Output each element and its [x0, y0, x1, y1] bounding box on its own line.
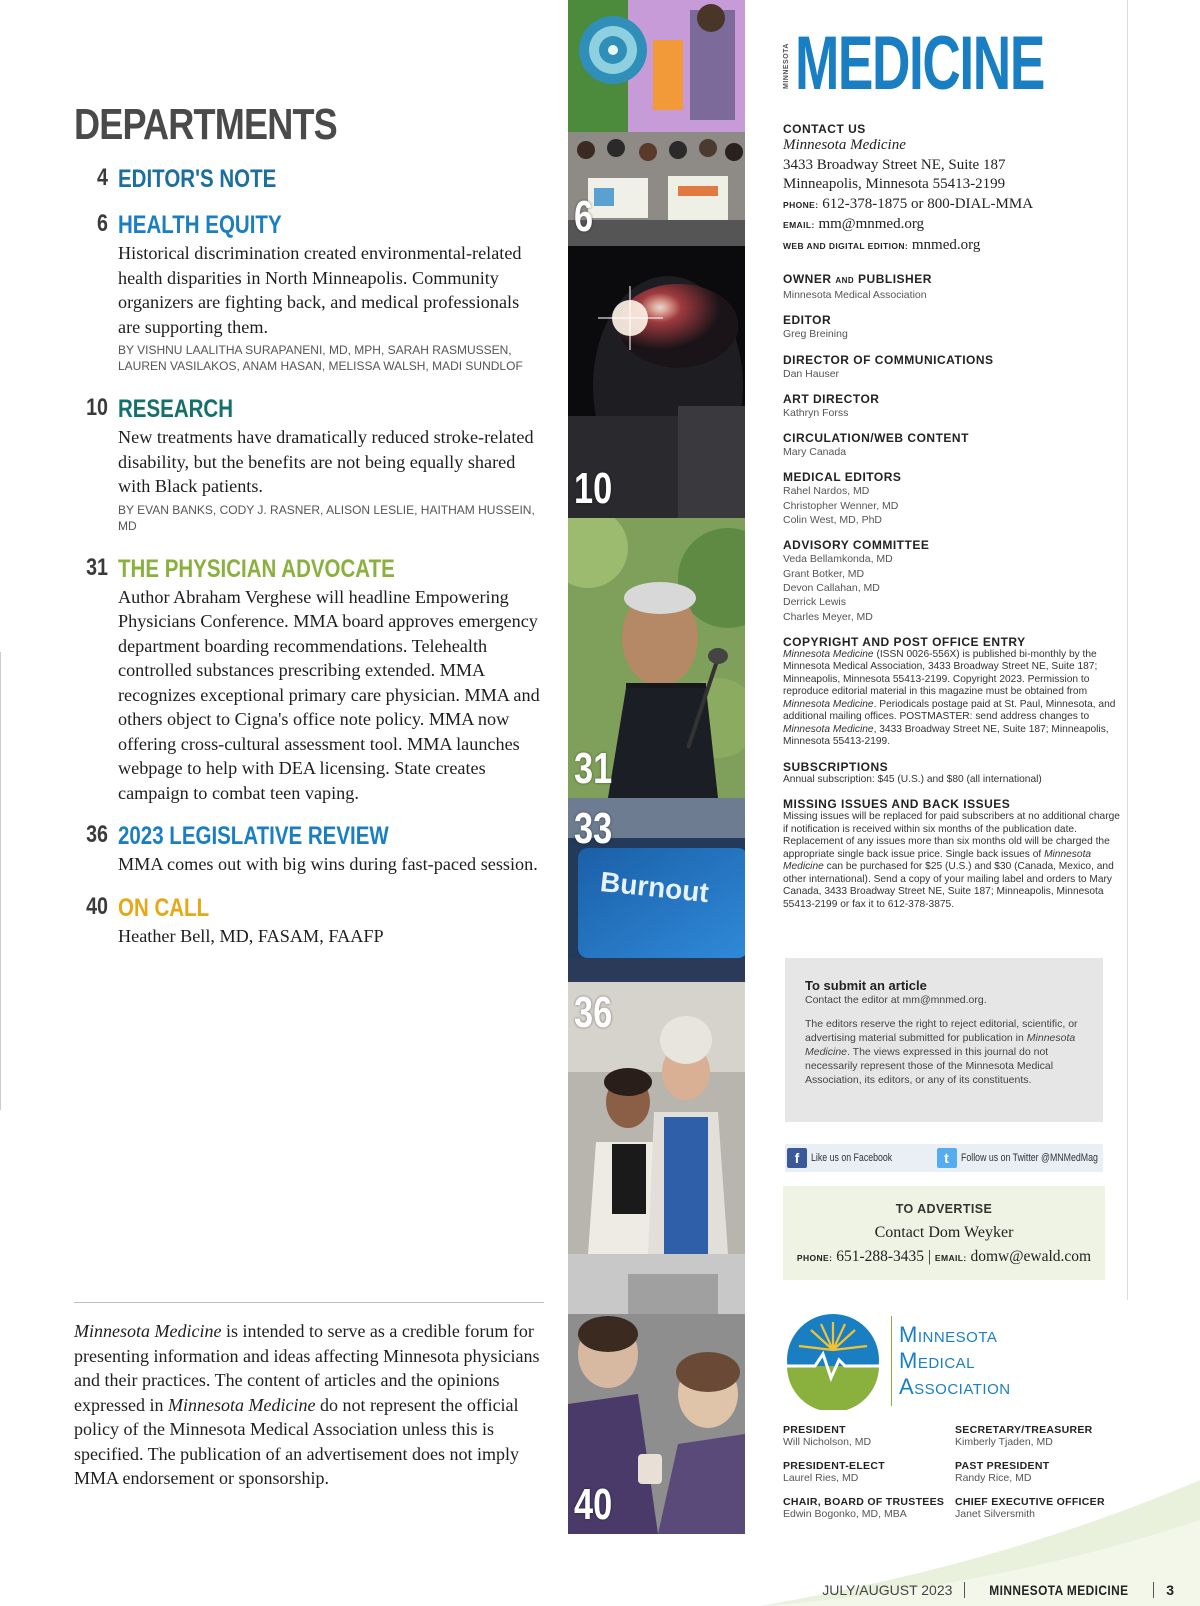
- departments-heading: DEPARTMENTS: [74, 100, 337, 149]
- dept-entry-research[interactable]: [74, 394, 544, 534]
- contact-name: [783, 136, 1125, 156]
- photo-page-number: 33: [574, 804, 613, 853]
- footer-separator: [964, 1582, 965, 1598]
- mma-word-1: Minnesota: [899, 1322, 998, 1347]
- advertise-phone[interactable]: 651-288-3435: [836, 1248, 925, 1265]
- officer-president: PRESIDENT Will Nicholson, MD: [783, 1424, 872, 1448]
- twitter-link[interactable]: [937, 1148, 1132, 1168]
- email-label: EMAIL:: [783, 220, 815, 230]
- phone-label: PHONE:: [796, 1253, 833, 1263]
- director-heading: DIRECTOR OF COMMUNICATIONS: [783, 352, 994, 367]
- contact-address-1: 3433 Broadway Street NE, Suite 187: [783, 156, 1006, 173]
- logo-title: MEDICINE: [795, 21, 1044, 106]
- contact-heading: CONTACT US: [783, 122, 866, 136]
- phone-label: PHONE:: [783, 199, 819, 210]
- email-link[interactable]: mm@mnmed.org: [818, 216, 925, 232]
- mma-wordmark: [899, 1322, 1011, 1400]
- circulation-value: Mary Canada: [783, 446, 847, 459]
- editorial-disclaimer: [74, 1302, 544, 1491]
- owner-heading: OWNER AND PUBLISHER: [783, 272, 932, 286]
- dept-page-number: 4: [97, 164, 108, 191]
- dept-description: MMA comes out with big wins during fast-paced session.: [118, 854, 538, 874]
- medical-editor: Rahel Nardos, MD: [783, 485, 870, 498]
- copyright-text: Minnesota Medicine (ISSN 0026-556X) is published bi-monthly by the Minnesota Medical Association, 3433 Broadway Street NE, Suite 187; Minneapolis, Minnesota 55413-2199. Copyright 2023. Permission to reproduce editorial material in this magazine must be obtained from Minnesota Medicine. Periodicals postage paid at St. Paul, Minnesota, and additional mailing offices. POSTMASTER: send address changes to Minnesota Medicine, 3433 Broadway Street NE, Suite 187; Minneapolis, Minnesota 55413-2199.: [783, 648, 1116, 748]
- dept-byline: BY EVAN BANKS, CODY J. RASNER, ALISON LESLIE, HAITHAM HUSSEIN, MD: [118, 502, 535, 533]
- footer-issue: JULY/AUGUST 2023: [822, 1582, 953, 1598]
- editor-heading: EDITOR: [783, 313, 832, 328]
- twitter-icon: t: [937, 1148, 957, 1168]
- advertise-contact: Contact Dom Weyker: [874, 1224, 1014, 1241]
- advertise-email[interactable]: domw@ewald.com: [970, 1248, 1092, 1265]
- dept-entry-physician-advocate[interactable]: [74, 554, 544, 806]
- photo-page-number: 40: [574, 1480, 613, 1529]
- dept-page-number: 10: [86, 394, 108, 421]
- officer-secretary-treasurer: SECRETARY/TREASURER Kimberly Tjaden, MD: [955, 1424, 1093, 1448]
- director-value: Dan Hauser: [783, 367, 840, 380]
- footer-separator: [1153, 1582, 1154, 1598]
- officer-past-president: PAST PRESIDENT Randy Rice, MD: [955, 1460, 1050, 1484]
- web-label: WEB AND DIGITAL EDITION:: [783, 240, 909, 251]
- logo-divider: [891, 1316, 892, 1406]
- mma-word-3: Association: [899, 1374, 1011, 1399]
- dept-entry-legislative-review[interactable]: [74, 821, 544, 877]
- submit-title: To submit an article: [805, 978, 927, 993]
- advisory-member: Devon Callahan, MD: [783, 581, 880, 594]
- circulation-heading: CIRCULATION/WEB CONTENT: [783, 431, 969, 446]
- dept-page-number: 31: [86, 553, 108, 581]
- officer-ceo: CHIEF EXECUTIVE OFFICER Janet Silversmith: [955, 1496, 1105, 1520]
- copyright-heading: COPYRIGHT AND POST OFFICE ENTRY: [783, 634, 1026, 649]
- contact-address-2: Minneapolis, Minnesota 55413-2199: [783, 176, 1006, 192]
- mma-emblem-icon: [783, 1310, 883, 1410]
- advisory-member: Grant Botker, MD: [783, 567, 865, 580]
- advertise-phone-email: [783, 1248, 1105, 1266]
- contact-phone: [783, 195, 1125, 216]
- photo-legislative-review[interactable]: [568, 982, 745, 1254]
- masthead-column: [765, 0, 1127, 1534]
- subscriptions-text: Annual subscription: $45 (U.S.) and $80 (all international): [783, 773, 1042, 785]
- photo-research-brain[interactable]: [568, 246, 745, 518]
- right-column-border: [1127, 0, 1128, 1300]
- photo-page-number: 10: [574, 464, 613, 513]
- officer-chair-board: CHAIR, BOARD OF TRUSTEES Edwin Bogonko, MD, MBA: [783, 1496, 945, 1520]
- dept-title[interactable]: 2023 LEGISLATIVE REVIEW: [118, 822, 389, 850]
- facebook-label: Like us on Facebook: [811, 1152, 893, 1164]
- medical-editor: Christopher Wenner, MD: [783, 499, 899, 512]
- left-page-edge: [0, 652, 1, 1110]
- staff-listing: [783, 122, 1125, 911]
- art-director-value: Kathryn Forss: [783, 406, 849, 419]
- medical-editors-heading: MEDICAL EDITORS: [783, 470, 902, 485]
- mma-logo: [783, 1310, 1123, 1420]
- dept-title[interactable]: HEALTH EQUITY: [118, 211, 282, 239]
- advertise-box: [783, 1186, 1105, 1280]
- dept-description: New treatments have dramatically reduced stroke-related disability, but the benefits are not being equally shared with Black patients.: [118, 427, 534, 496]
- advisory-member: Veda Bellamkonda, MD: [783, 553, 893, 566]
- contact-web: [783, 236, 1125, 257]
- social-links-bar: [785, 1144, 1103, 1172]
- photo-strip: [568, 0, 745, 1534]
- dept-entry-health-equity[interactable]: [74, 210, 544, 374]
- photo-physician-advocate-speaker[interactable]: [568, 518, 745, 798]
- dept-byline: BY VISHNU LAALITHA SURAPANENI, MD, MPH, SARAH RASMUSSEN, LAUREN VASILAKOS, ANAM HASAN, MELISSA WALSH, MADI SUNDLOF: [118, 343, 523, 373]
- advisory-member: Derrick Lewis: [783, 596, 847, 609]
- photo-page-number: 36: [574, 988, 613, 1037]
- editor-value: Greg Breining: [783, 328, 848, 341]
- dept-description: Historical discrimination created environmental-related health disparities in North Minneapolis. Community organizers are fighting back, and medical professionals are supporting them.: [118, 243, 522, 337]
- officer-president-elect: PRESIDENT-ELECT Laurel Ries, MD: [783, 1460, 885, 1484]
- separator: |: [927, 1248, 932, 1265]
- advertise-heading: TO ADVERTISE: [895, 1202, 993, 1216]
- disclaimer-text: is intended to serve as a credible forum for presenting information and ideas affecting Minnesota physicians and their practices. The content of articles and the opinions expressed in: [74, 1321, 540, 1415]
- medical-editor: Colin West, MD, PhD: [783, 514, 882, 527]
- facebook-link[interactable]: [787, 1148, 913, 1168]
- dept-entry-on-call[interactable]: [74, 893, 544, 949]
- dept-description: Author Abraham Verghese will headline Empowering Physicians Conference. MMA board approves emergency department boarding recommendations. Telehealth controlled substances prescribing extended. MMA recognizes exceptional primary care physician. MMA and others object to Cigna's office note policy. MMA now offering cross-cultural assessment tool. MMA launches webpage to help with DEA licensing. State creates campaign to combat teen vaping.: [118, 586, 540, 803]
- advisory-heading: ADVISORY COMMITTEE: [783, 538, 930, 553]
- web-link[interactable]: mnmed.org: [911, 236, 981, 253]
- burnout-key-label: Burnout: [598, 866, 711, 909]
- dept-page-number: 40: [86, 892, 108, 920]
- contact-email: [783, 215, 1125, 236]
- departments-column: [74, 100, 544, 960]
- mural-image: [568, 0, 745, 246]
- publication-name: Minnesota Medicine: [167, 1394, 316, 1415]
- page-footer: [822, 1582, 1174, 1598]
- dept-page-number: 6: [97, 210, 108, 237]
- facebook-icon: f: [787, 1148, 807, 1168]
- email-label: EMAIL:: [934, 1253, 967, 1263]
- page-number: 3: [1166, 1582, 1174, 1598]
- missing-issues-heading: MISSING ISSUES AND BACK ISSUES: [783, 797, 1011, 812]
- advisory-member: Charles Meyer, MD: [783, 610, 873, 623]
- photo-page-number: 6: [574, 192, 594, 241]
- disclaimer-text: do not represent the official policy of the Minnesota Medical Association unless this is specified. The publication of an advertisement does not imply MMA endorsement or sponsorship.: [74, 1394, 520, 1488]
- dept-title[interactable]: ON CALL: [118, 893, 210, 922]
- twitter-label: Follow us on Twitter @MNMedMag: [960, 1152, 1098, 1164]
- mma-word-2: Medical: [899, 1348, 976, 1373]
- missing-issues-text: Missing issues will be replaced for paid subscribers at no additional charge if notification is received within six months of the publication date. Replacement of any issues more than six months old will be charged the appropriate single back issue price. Single back issues of Minnesota Medicine can be purchased for $25 (U.S.) and $30 (Canada, Mexico, and other international). Send a copy of your mailing label and orders to Mary Canada, 3433 Broadway Street NE, Suite 187; Minneapolis, Minnesota 55413-2199 or fax it to 612-378-3875.: [783, 811, 1120, 910]
- dept-title[interactable]: THE PHYSICIAN ADVOCATE: [118, 554, 395, 583]
- publication-name: Minnesota Medicine: [74, 1321, 222, 1341]
- publication-name: Minnesota Medicine: [783, 137, 906, 153]
- submit-policy: The editors reserve the right to reject editorial, scientific, or advertising material submitted for publication in Minnesota Medicine. The views expressed in this journal do not necessarily represent those of the Minnesota Medical Association, its editors, or any of its constituents.: [805, 1018, 1078, 1086]
- submit-contact: Contact the editor at mm@mnmed.org.: [805, 994, 987, 1006]
- dept-page-number: 36: [86, 821, 108, 848]
- dept-title[interactable]: EDITOR'S NOTE: [118, 165, 277, 193]
- photo-health-equity-mural[interactable]: [568, 0, 745, 246]
- photo-page-number: 31: [574, 744, 613, 793]
- art-director-heading: ART DIRECTOR: [783, 391, 880, 406]
- dept-description: Heather Bell, MD, FASAM, FAAFP: [118, 925, 384, 946]
- dept-entry-editors-note[interactable]: [74, 164, 544, 194]
- logo-state-label: MINNESOTA: [783, 43, 790, 89]
- photo-on-call[interactable]: [568, 1254, 745, 1534]
- subscriptions-heading: SUBSCRIPTIONS: [783, 759, 889, 774]
- submit-article-box: [785, 958, 1103, 1122]
- dept-title[interactable]: RESEARCH: [118, 395, 234, 423]
- phone-value[interactable]: 612-378-1875 or 800-DIAL-MMA: [822, 195, 1034, 212]
- owner-value: Minnesota Medical Association: [783, 289, 927, 301]
- footer-magazine: MINNESOTA MEDICINE: [989, 1582, 1129, 1598]
- photo-burnout-key[interactable]: [568, 798, 745, 982]
